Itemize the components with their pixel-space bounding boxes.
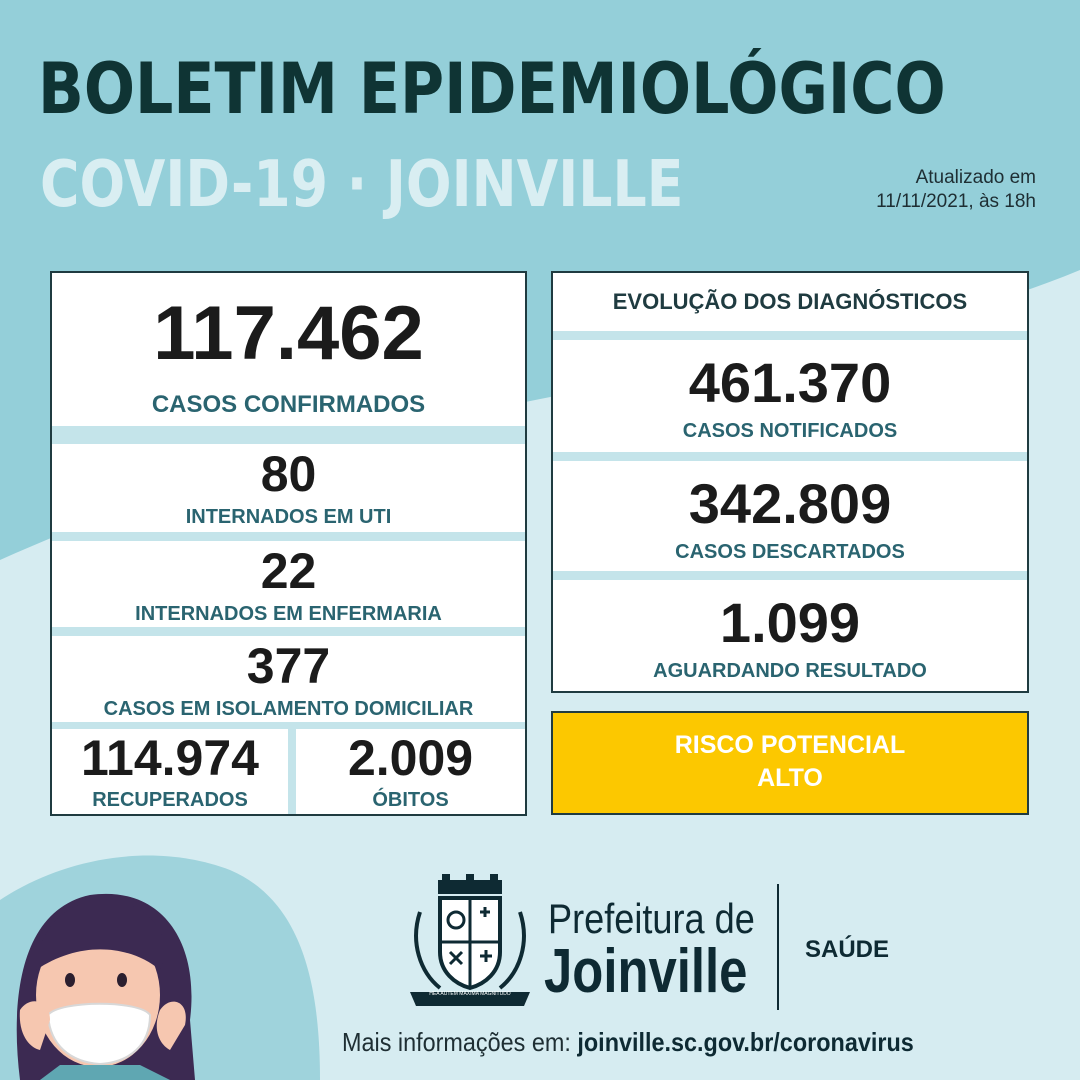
discarded-value: 342.809 <box>688 472 892 535</box>
home-isolation-value: 377 <box>246 638 331 694</box>
deaths-value: 2.009 <box>347 730 474 786</box>
updated-timestamp <box>876 166 1036 214</box>
diagnostics-header <box>553 273 1027 331</box>
deaths-card <box>296 729 525 814</box>
divider <box>52 627 525 636</box>
crest-motto: HEA AUTEM MAXIMA MAGNITUDO <box>429 991 511 997</box>
ward-value: 22 <box>260 543 317 599</box>
confirmed-cases-label: CASOS CONFIRMADOS <box>151 391 426 418</box>
risk-level-value: ALTO <box>757 764 823 792</box>
confirmed-cases-value: 117.462 <box>153 291 424 376</box>
ward-label: INTERNADOS EM ENFERMARIA <box>135 603 442 625</box>
cases-panel <box>50 271 527 816</box>
risk-level-title: RISCO POTENCIAL <box>674 731 906 759</box>
ward-card <box>52 541 525 627</box>
masked-woman-illustration <box>0 850 250 1080</box>
divider <box>553 331 1027 340</box>
footer <box>342 1027 914 1058</box>
divider <box>52 426 525 444</box>
notified-card <box>553 340 1027 452</box>
recovered-label: RECUPERADOS <box>92 789 248 811</box>
deaths-label: ÓBITOS <box>372 789 449 811</box>
home-isolation-label: CASOS EM ISOLAMENTO DOMICILIAR <box>103 698 474 720</box>
notified-label: CASOS NOTIFICADOS <box>682 420 898 442</box>
confirmed-cases-card <box>52 273 525 426</box>
icu-card <box>52 444 525 532</box>
updated-label: Atualizado em <box>915 167 1036 188</box>
diagnostics-title: EVOLUÇÃO DOS DIAGNÓSTICOS <box>612 289 968 314</box>
footer-link[interactable]: joinville.sc.gov.br/coronavirus <box>577 1027 914 1057</box>
pending-label: AGUARDANDO RESULTADO <box>653 660 927 682</box>
divider <box>553 571 1027 580</box>
divider <box>52 532 525 541</box>
pending-card <box>553 580 1027 691</box>
discarded-label: CASOS DESCARTADOS <box>675 541 905 563</box>
divider <box>288 729 296 814</box>
divider <box>52 722 525 729</box>
brand-line1: Prefeitura de <box>548 895 755 942</box>
home-isolation-card <box>52 636 525 722</box>
brand-line2: Joinville <box>544 937 748 1006</box>
city-crest-logo <box>400 872 540 1017</box>
icu-value: 80 <box>260 446 317 502</box>
department-label: SAÚDE <box>805 936 890 963</box>
diagnostics-panel <box>551 271 1029 693</box>
updated-date: 11/11/2021, às 18h <box>876 191 1036 212</box>
footer-prefix: Mais informações em: <box>342 1027 571 1057</box>
divider <box>553 452 1027 461</box>
brand-divider <box>777 884 779 1010</box>
pending-value: 1.099 <box>719 591 861 654</box>
recovered-card <box>52 729 288 814</box>
page-title: BOLETIM EPIDEMIOLÓGICO <box>38 48 946 130</box>
icu-label: INTERNADOS EM UTI <box>185 506 392 528</box>
page-subtitle: COVID-19 · JOINVILLE <box>40 148 684 222</box>
notified-value: 461.370 <box>688 351 892 414</box>
recovered-value: 114.974 <box>81 730 259 786</box>
discarded-card <box>553 461 1027 571</box>
risk-level-badge <box>551 711 1029 815</box>
